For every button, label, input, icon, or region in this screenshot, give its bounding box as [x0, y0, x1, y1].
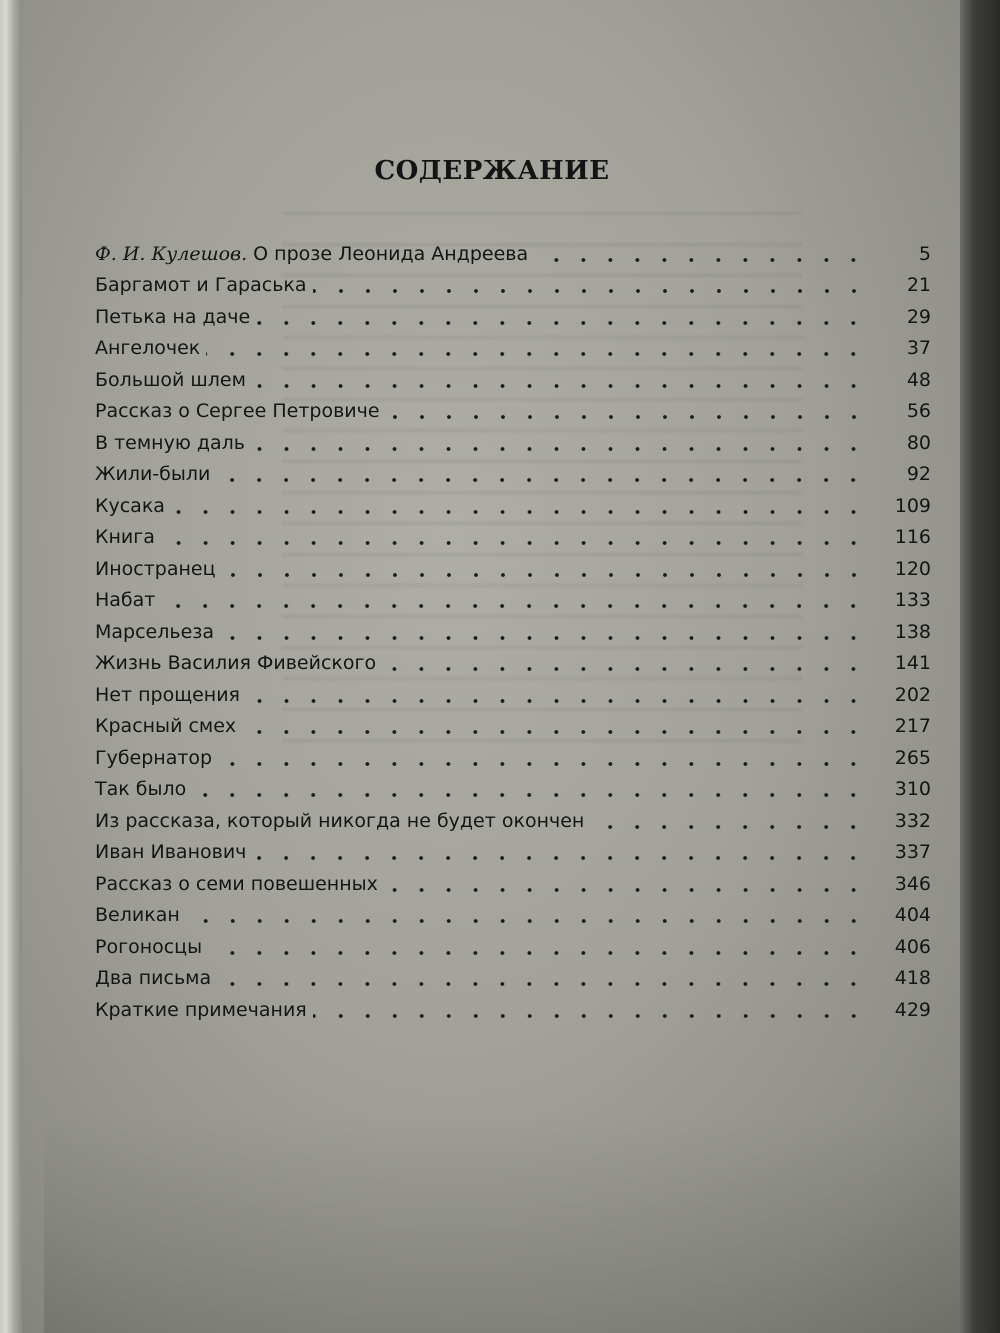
toc-entry-title: Рассказ о семи повешенных [95, 872, 378, 895]
toc-entry-title: В темную даль [95, 431, 245, 454]
toc-entry-page: 21 [906, 274, 931, 297]
toc-entry-title: Рассказ о Сергее Петровиче [95, 400, 380, 423]
toc-entry-title: Краткие примечания [95, 998, 307, 1021]
toc-entry-title: Красный смех [95, 715, 237, 738]
dot-leader [218, 760, 867, 768]
toc-entry-page: 29 [906, 305, 931, 328]
toc-entry [95, 238, 931, 270]
toc-entry-author: Ф. И. Кулешов. [95, 242, 248, 265]
dot-leader [313, 1012, 867, 1020]
dot-leader [382, 665, 867, 673]
toc-entry [95, 742, 931, 774]
toc-entry [95, 270, 931, 302]
toc-entry-title: Так было [95, 778, 187, 801]
toc-entry-page: 109 [894, 494, 931, 517]
toc-entry-page: 56 [906, 400, 931, 423]
toc-entry-title: Набат [95, 589, 156, 612]
toc-entry-page: 141 [894, 652, 931, 675]
toc-entry-title [95, 243, 534, 265]
toc-entry [95, 931, 931, 963]
toc-entry-title: Баргамот и Гараська [95, 274, 307, 297]
dot-leader [384, 886, 867, 894]
toc-entry [95, 900, 931, 932]
toc-entry-page: 337 [894, 841, 931, 864]
dot-leader [186, 917, 867, 925]
toc-entry [95, 679, 931, 711]
toc-entry [95, 711, 931, 743]
toc-entry-title: Два письма [95, 967, 212, 990]
toc-entry-page: 429 [894, 998, 931, 1021]
toc-entry-title: Нет прощения [95, 683, 240, 706]
dot-leader [161, 602, 867, 610]
dot-leader [386, 413, 867, 421]
toc-entry-page: 418 [894, 967, 931, 990]
toc-entry [95, 585, 931, 617]
toc-entry-title: Рогоносцы [95, 935, 203, 958]
toc-entry [95, 837, 931, 869]
toc-entry [95, 616, 931, 648]
dot-leader [217, 980, 867, 988]
toc-entry-page: 138 [894, 620, 931, 643]
toc-entry [95, 994, 931, 1026]
toc-entry-page: 346 [894, 872, 931, 895]
toc-entry-page: 48 [906, 368, 931, 391]
toc-entry-page: 120 [894, 557, 931, 580]
toc-entry-title: Жизнь Василия Фивейского [95, 652, 377, 675]
toc-entry-title: Иван Иванович [95, 841, 247, 864]
toc-entry-title: Ангелочек [95, 337, 201, 360]
toc-entry [95, 490, 931, 522]
dot-leader [192, 791, 867, 799]
toc-entry [95, 522, 931, 554]
lighting-shadow [44, 1113, 996, 1333]
toc-entry-title: Книга [95, 526, 155, 549]
toc-entry-title: Петька на даче [95, 305, 251, 328]
dot-leader [256, 319, 867, 327]
toc-entry-page: 116 [894, 526, 931, 549]
table-of-contents [95, 238, 931, 1026]
toc-entry-page: 80 [906, 431, 931, 454]
toc-entry-page: 37 [906, 337, 931, 360]
dot-leader [251, 445, 867, 453]
page-title: СОДЕРЖАНИЕ [374, 156, 610, 186]
dot-leader [161, 539, 867, 547]
toc-entry [95, 648, 931, 680]
toc-entry [95, 333, 931, 365]
toc-entry-title: Кусака [95, 494, 165, 517]
toc-entry-page: 310 [894, 778, 931, 801]
dot-leader [216, 476, 867, 484]
toc-entry-page: 217 [894, 715, 931, 738]
toc-entry-page: 404 [894, 904, 931, 927]
toc-entry-page: 265 [894, 746, 931, 769]
toc-entry-page: 406 [894, 935, 931, 958]
toc-entry-page: 5 [918, 242, 931, 265]
dot-leader [534, 256, 867, 264]
toc-entry [95, 963, 931, 995]
toc-entry-page: 92 [906, 463, 931, 486]
toc-entry-title: Большой шлем [95, 368, 246, 391]
dot-leader [252, 854, 867, 862]
dot-leader [220, 634, 867, 642]
toc-entry-title: Великан [95, 904, 180, 927]
binding-shadow [960, 0, 1000, 1333]
toc-entry [95, 553, 931, 585]
dot-leader [246, 697, 867, 705]
dot-leader [242, 728, 867, 736]
dot-leader [590, 823, 867, 831]
dot-leader [313, 287, 867, 295]
dot-leader [206, 350, 867, 358]
toc-entry-page: 332 [894, 809, 931, 832]
toc-entry-title: Иностранец [95, 557, 216, 580]
toc-entry-page: 202 [894, 683, 931, 706]
book-page [22, 0, 974, 1333]
toc-entry-title-text: О прозе Леонида Андреева [253, 242, 529, 265]
toc-entry [95, 396, 931, 428]
toc-entry [95, 805, 931, 837]
toc-entry-title: Из рассказа, который никогда не будет окончен [95, 809, 585, 832]
toc-entry [95, 427, 931, 459]
toc-entry [95, 364, 931, 396]
dot-leader [208, 949, 867, 957]
toc-entry-title: Марсельеза [95, 620, 215, 643]
toc-entry [95, 301, 931, 333]
toc-entry-title: Губернатор [95, 746, 213, 769]
toc-entry [95, 774, 931, 806]
toc-entry-page: 133 [894, 589, 931, 612]
dot-leader [171, 508, 867, 516]
toc-entry [95, 868, 931, 900]
dot-leader [222, 571, 867, 579]
toc-entry-title: Жили-были [95, 463, 211, 486]
dot-leader [252, 382, 867, 390]
toc-entry [95, 459, 931, 491]
